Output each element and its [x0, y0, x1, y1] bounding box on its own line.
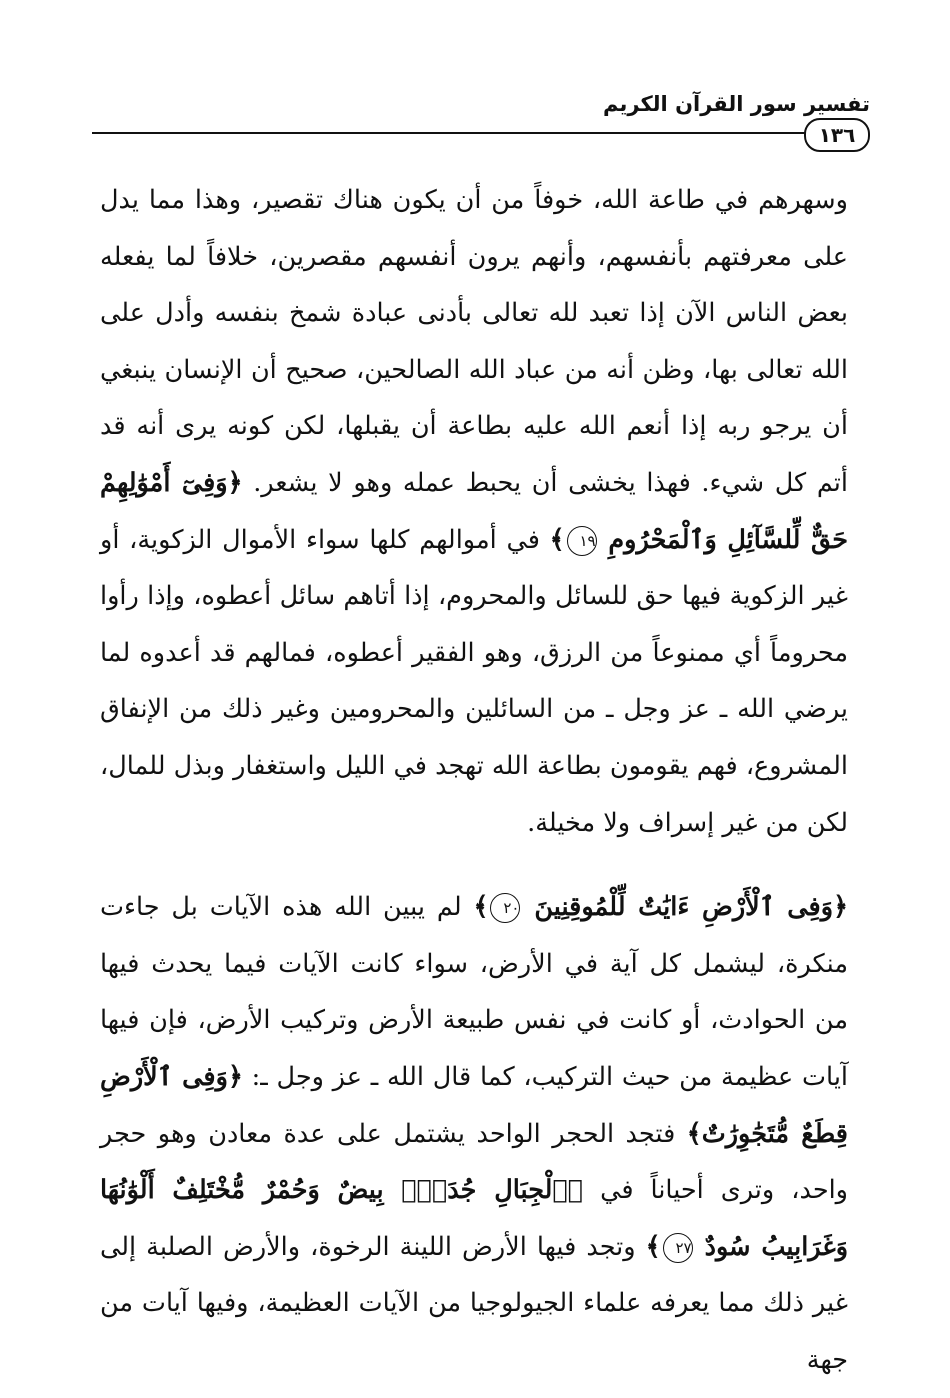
verse-open-bracket: ﴿: [227, 467, 243, 498]
verse-open-bracket: ﴿: [227, 1061, 243, 1092]
paragraph-1: [100, 172, 848, 851]
ayah-number-marker: ١٩: [567, 526, 597, 556]
quran-verse: وَفِى ٱلْأَرْضِ قِطَعٌ مُّتَجَٰوِرَٰتٌ: [100, 1061, 848, 1149]
running-title: تفسير سور القرآن الكريم: [603, 92, 870, 116]
verse-close-bracket: ﴾: [473, 892, 489, 923]
paragraph-2-text-3: وتجد فيها الأرض اللينة الرخوة، والأرض الصلبة إلى غير ذلك مما يعرفه علماء الجيولوجيا من الآيات العظيمة، وفيها آيات من جهة: [100, 1231, 848, 1375]
ayah-number-marker: ٢٠: [490, 893, 520, 923]
paragraph-2-text-2: فتجد الحجر الواحد يشتمل على عدة معادن وهو حجر واحد، وترى أحياناً في: [100, 1118, 848, 1206]
verse-close-bracket: ﴾: [549, 524, 565, 555]
ayah-number-marker: ٢٧: [663, 1233, 693, 1263]
paragraph-1-text-after-verse: في أموالهم كلها سواء الأموال الزكوية، أو غير الزكوية فيها حق للسائل والمحروم، إذا أتاهم سائل أعطوه، وإذا رأوا محروماً أي ممنوعاً من الرزق، وهو الفقير أعطوه، فمالهم قد أعدوه لما يرضي الله ـ عز وجل ـ من السائلين والمحرومين وغير ذلك من الإنفاق المشروع، فهم يقومون بطاعة الله تهجد في الليل واستغفار وبذل للمال، لكن من غير إسراف ولا مخيلة.: [100, 524, 848, 838]
paragraph-2: [100, 879, 848, 1388]
quran-verse: ٱلْجِبَالِ جُدَدٌۢ بِيضٌ وَحُمْرٌ مُّخْتَلِفٌ أَلْوَٰنُهَا وَغَرَابِيبُ سُودٌ: [100, 1175, 849, 1262]
quran-verse: وَفِى ٱلْأَرْضِ ءَايَٰتٌ لِّلْمُوقِنِينَ: [534, 892, 834, 923]
paragraph-2-text-1: لم يبين الله هذه الآيات بل جاءت منكرة، ليشمل كل آية في الأرض، سواء كانت الآيات فيما يحدث فيها من الحوادث، أو كانت في نفس طبيعة الأرض وتركيب الأرض، فإن فيها آيات عظيمة من حيث التركيب، كما قال الله ـ عز وجل ـ:: [100, 892, 849, 1092]
page-header: [92, 92, 870, 164]
paragraph-1-text-before-verse: وسهرهم في طاعة الله، خوفاً من أن يكون هناك تقصير، وهذا مما يدل على معرفتهم بأنفسهم، وأنهم يرون أنفسهم مقصرين، خلافاً لما يفعله بعض الناس الآن إذا تعبد لله تعالى بأدنى عبادة شمخ بنفسه وأدل على الله تعالى بها، وظن أنه من عباد الله الصالحين، صحيح أن الإنسان ينبغي أن يرجو ربه إذا أنعم الله عليه بطاعة أن يقبلها، لكن كونه يرى أنه قد أتم كل شيء. فهذا يخشى أن يحبط عمله وهو لا يشعر.: [100, 185, 848, 498]
verse-close-bracket: ﴾: [645, 1231, 661, 1262]
verse-open-bracket: ﴿: [833, 892, 849, 923]
header-rule: [92, 132, 810, 134]
verse-close-bracket: ﴾: [686, 1118, 702, 1149]
verse-open-bracket: ﴿: [567, 1175, 584, 1206]
body-text: [100, 172, 848, 1388]
page-number: ١٣٦: [804, 118, 870, 152]
quran-verse: وَفِىٓ أَمْوَٰلِهِمْ حَقٌّ لِّلسَّآئِلِ وَٱلْمَحْرُومِ: [100, 467, 849, 555]
